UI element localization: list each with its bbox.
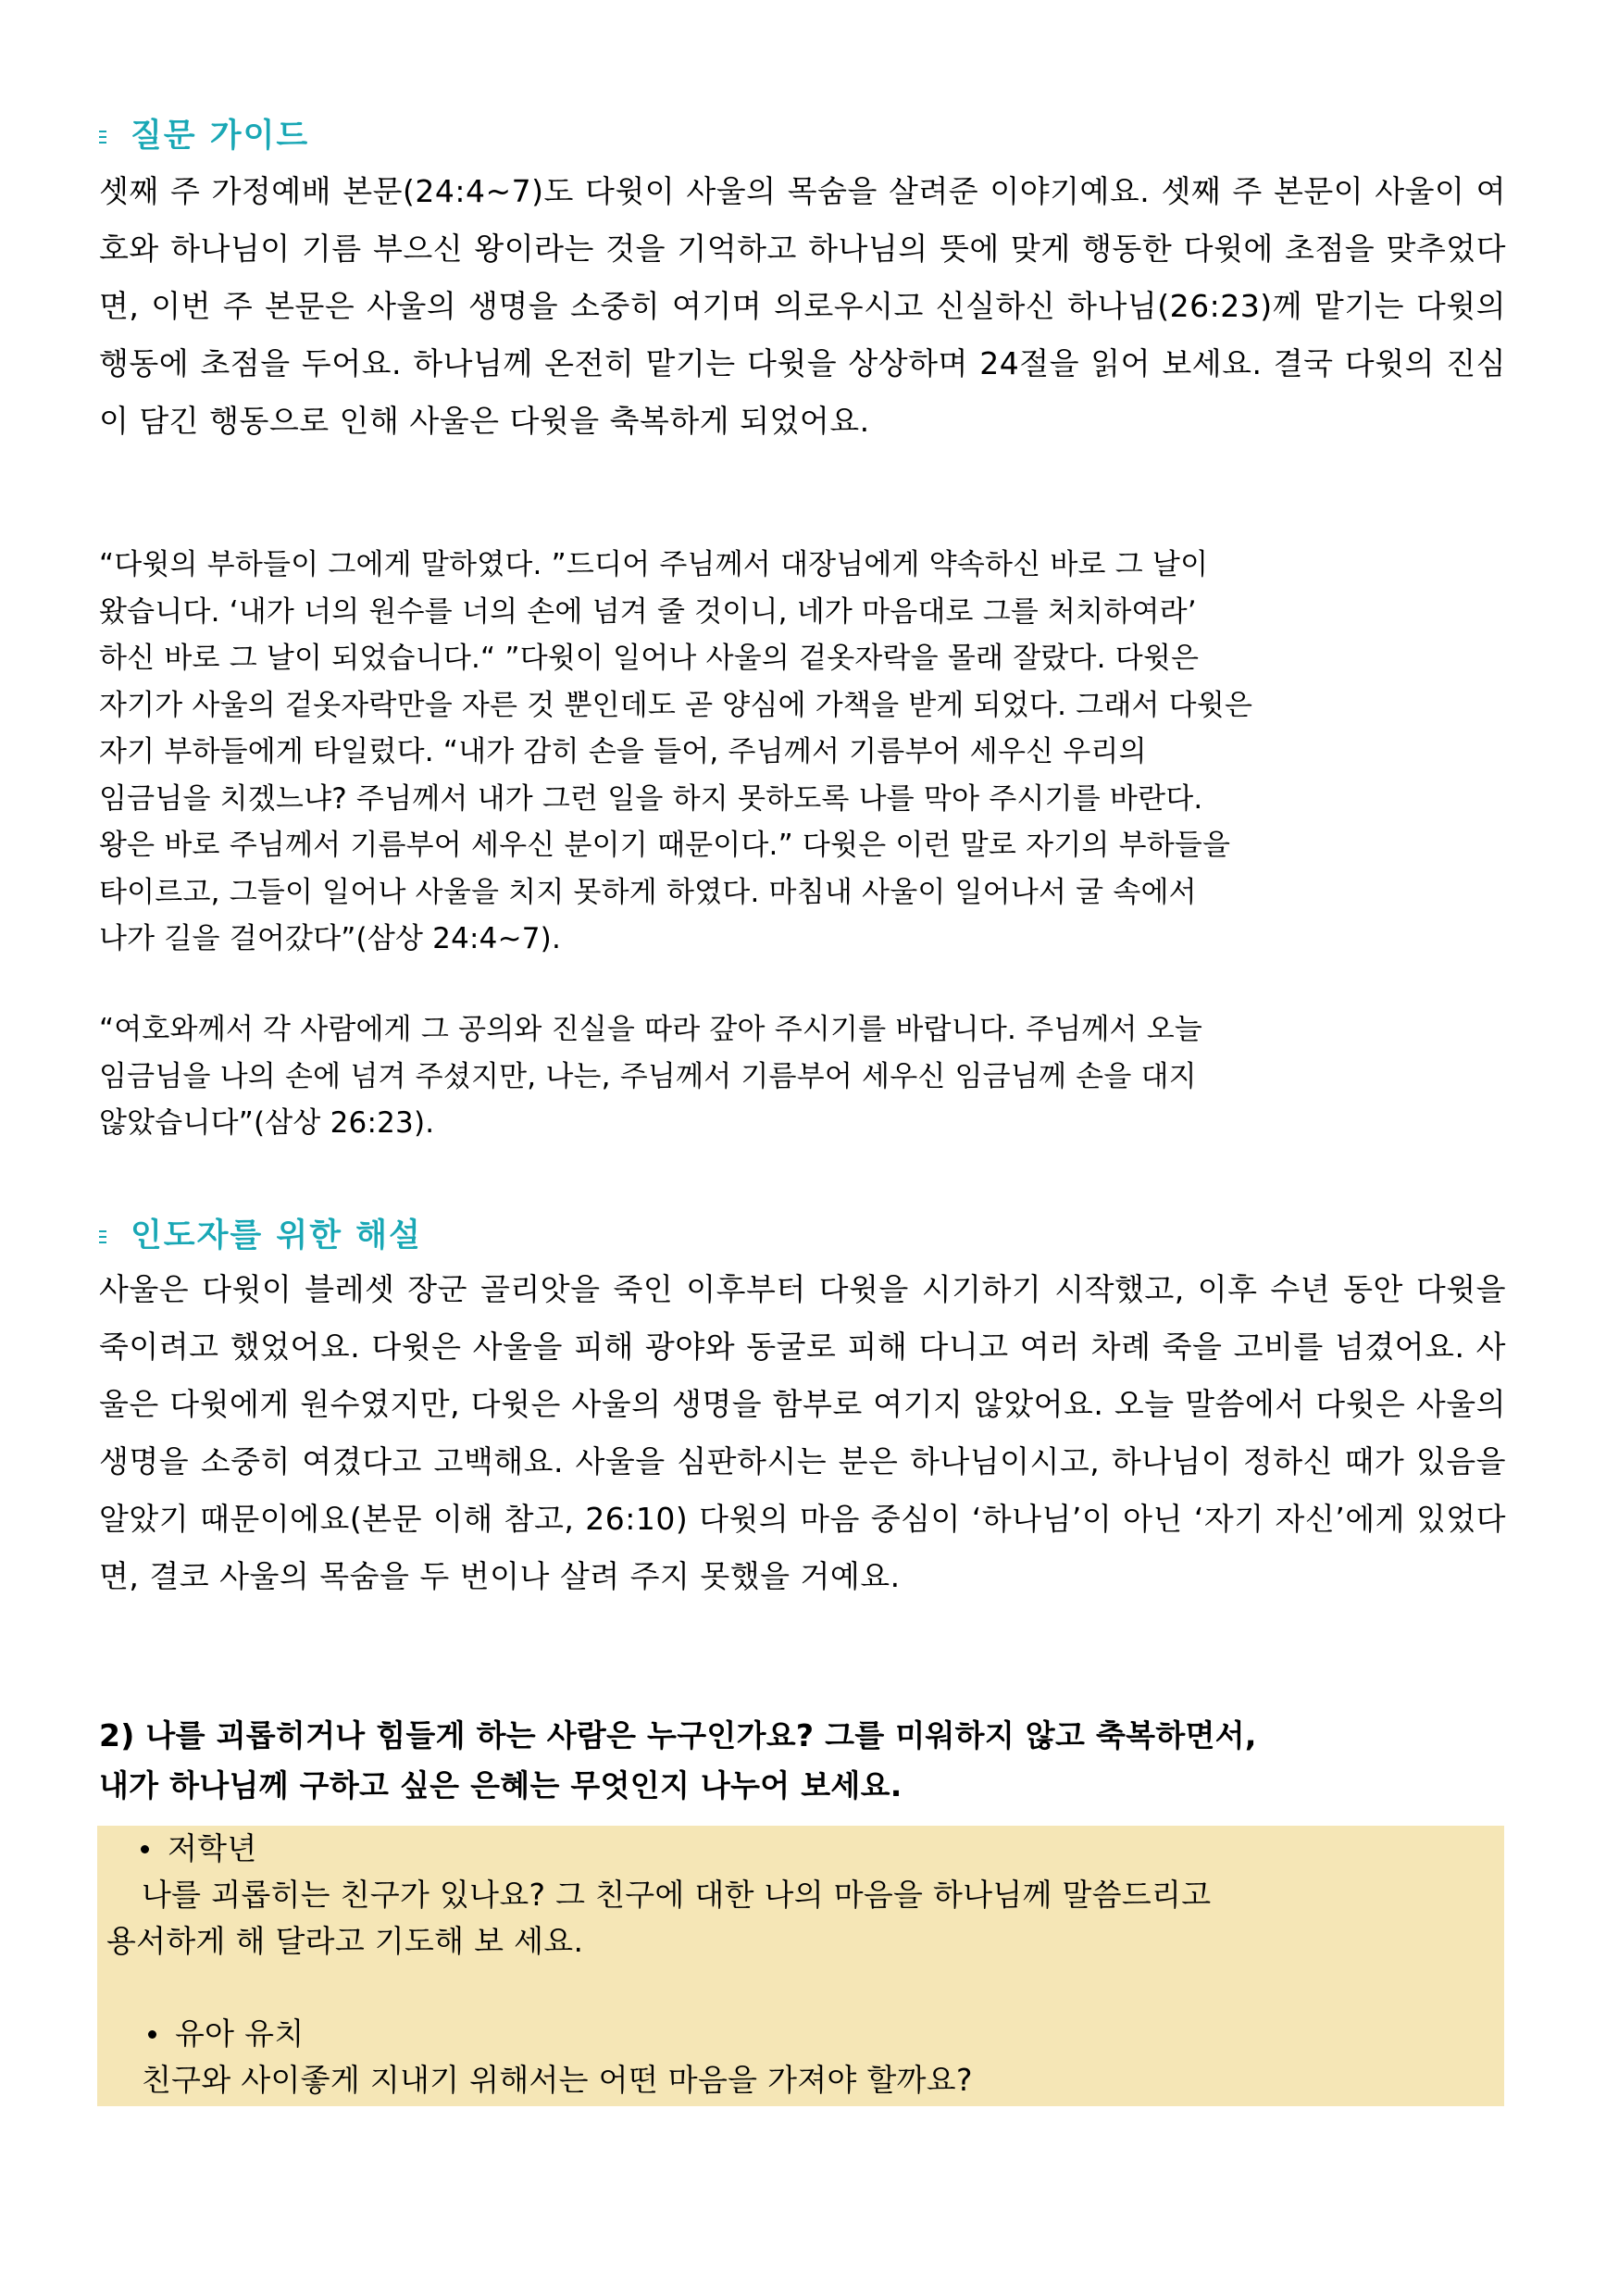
quote-line: 왕은 바로 주님께서 기름부어 세우신 분이기 때문이다.” 다윗은 이런 말로 자기의 부하들을 — [99, 829, 1231, 862]
callout-item-preschool — [97, 2011, 1504, 2103]
quote-line: 하신 바로 그 날이 되었습니다.“ ”다윗이 일어나 사울의 겉옷자락을 몰래 잘랐다. 다윗은 — [99, 642, 1200, 675]
bullet-icon — [141, 1845, 149, 1853]
quote-line: 않았습니다”(삼상 26:23). — [99, 1106, 435, 1140]
quote-line: 자기가 사울의 겉옷자락만을 자른 것 뿐인데도 곧 양심에 가책을 받게 되었다. 그래서 다윗은 — [99, 688, 1253, 722]
quote-line: “다윗의 부하들이 그에게 말하였다. ”드디어 주님께서 대장님에게 약속하신 바로 그 날이 — [99, 548, 1209, 581]
section-header-question-guide — [99, 109, 309, 157]
callout-text — [97, 1872, 1504, 1965]
leader-commentary-paragraph: 사울은 다윗이 블레셋 장군 골리앗을 죽인 이후부터 다윗을 시기하기 시작했고, 이후 수년 동안 다윗을 죽이려고 했었어요. 다윗은 사울을 피해 광야와 동굴로 피해 다니고 여러 차례 죽을 고비를 넘겼어요. 사울은 다윗에게 원수였지만, 다윗은 사울의 생명을 함부로 여기지 않았어요. 오늘 말씀에서 다윗은 사울의 생명을 소중히 여겼다고 고백해요. 사울을 심판하시는 분은 하나님이시고, 하나님이 정하신 때가 있음을 알았기 때문이에요(본문 이해 참고, 26:10) 다윗의 마음 중심이 ‘하나님’이 아닌 ‘자기 자신’에게 있었다면, 결코 사울의 목숨을 두 번이나 살려 주지 못했을 거예요. — [99, 1271, 1506, 1594]
callout-label: 유아 유치 — [175, 2015, 305, 2052]
section-title: 인도자를 위한 해설 — [131, 1217, 422, 1254]
list-lines-icon — [99, 1223, 119, 1243]
bullet-icon — [148, 2030, 156, 2039]
section-title: 질문 가이드 — [131, 118, 310, 155]
callout-label: 저학년 — [168, 1830, 257, 1866]
list-lines-icon — [99, 123, 119, 144]
callout-label-row — [97, 1826, 1504, 1872]
age-group-callout — [97, 1826, 1504, 2106]
callout-label-row — [97, 2011, 1504, 2057]
quote-line: 나가 길을 걸어갔다”(삼상 24:4~7). — [99, 922, 562, 955]
callout-line: 용서하게 해 달라고 기도해 보 세요. — [106, 1923, 584, 1959]
callout-line: 친구와 사이좋게 지내기 위해서는 어떤 마음을 가져야 할까요? — [142, 2062, 973, 2098]
question-guide-paragraph: 셋째 주 가정예배 본문(24:4~7)도 다윗이 사울의 목숨을 살려준 이야기예요. 셋째 주 본문이 사울이 여호와 하나님이 기름 부으신 왕이라는 것을 기억하고 하나님의 뜻에 맞게 행동한 다윗에 초점을 맞추었다면, 이번 주 본문은 사울의 생명을 소중히 여기며 의로우시고 신실하신 하나님(26:23)께 맡기는 다윗의 행동에 초점을 두어요. 하나님께 온전히 맡기는 다윗을 상상하며 24절을 읽어 보세요. 결국 다윗의 진심이 담긴 행동으로 인해 사울은 다윗을 축복하게 되었어요. — [99, 173, 1506, 439]
section-header-leader-commentary — [99, 1209, 422, 1257]
quote-line: 임금님을 나의 손에 넘겨 주셨지만, 나는, 주님께서 기름부어 세우신 임금님께 손을 대지 — [99, 1059, 1197, 1093]
quote-line: “여호와께서 각 사람에게 그 공의와 진실을 따라 갚아 주시기를 바랍니다. 주님께서 오늘 — [99, 1013, 1203, 1046]
question-line: 내가 하나님께 구하고 싶은 은혜는 무엇인지 나누어 보세요. — [99, 1767, 903, 1803]
callout-item-lower-grades — [97, 1826, 1504, 1965]
callout-text — [97, 2057, 1504, 2103]
quote-line: 자기 부하들에게 타일렀다. “내가 감히 손을 들어, 주님께서 기름부어 세우신 우리의 — [99, 735, 1147, 768]
scripture-quote-1 — [99, 542, 1506, 963]
callout-line: 나를 괴롭히는 친구가 있나요? 그 친구에 대한 나의 마음을 하나님께 말씀드리고 — [142, 1877, 1212, 1913]
quote-line: 타이르고, 그들이 일어나 사울을 치지 못하게 하였다. 마침내 사울이 일어나서 굴 속에서 — [99, 875, 1197, 909]
quote-line: 왔습니다. ‘내가 너의 원수를 너의 손에 넘겨 줄 것이니, 네가 마음대로 그를 처치하여라’ — [99, 594, 1197, 629]
scripture-quote-2 — [99, 1006, 1506, 1147]
quote-line: 임금님을 치겠느냐? 주님께서 내가 그런 일을 하지 못하도록 나를 막아 주시기를 바란다. — [99, 781, 1203, 816]
question-line: 2) 나를 괴롭히거나 힘들게 하는 사람은 누구인가요? 그를 미워하지 않고 축복하면서, — [99, 1717, 1257, 1753]
discussion-question — [99, 1711, 1506, 1811]
